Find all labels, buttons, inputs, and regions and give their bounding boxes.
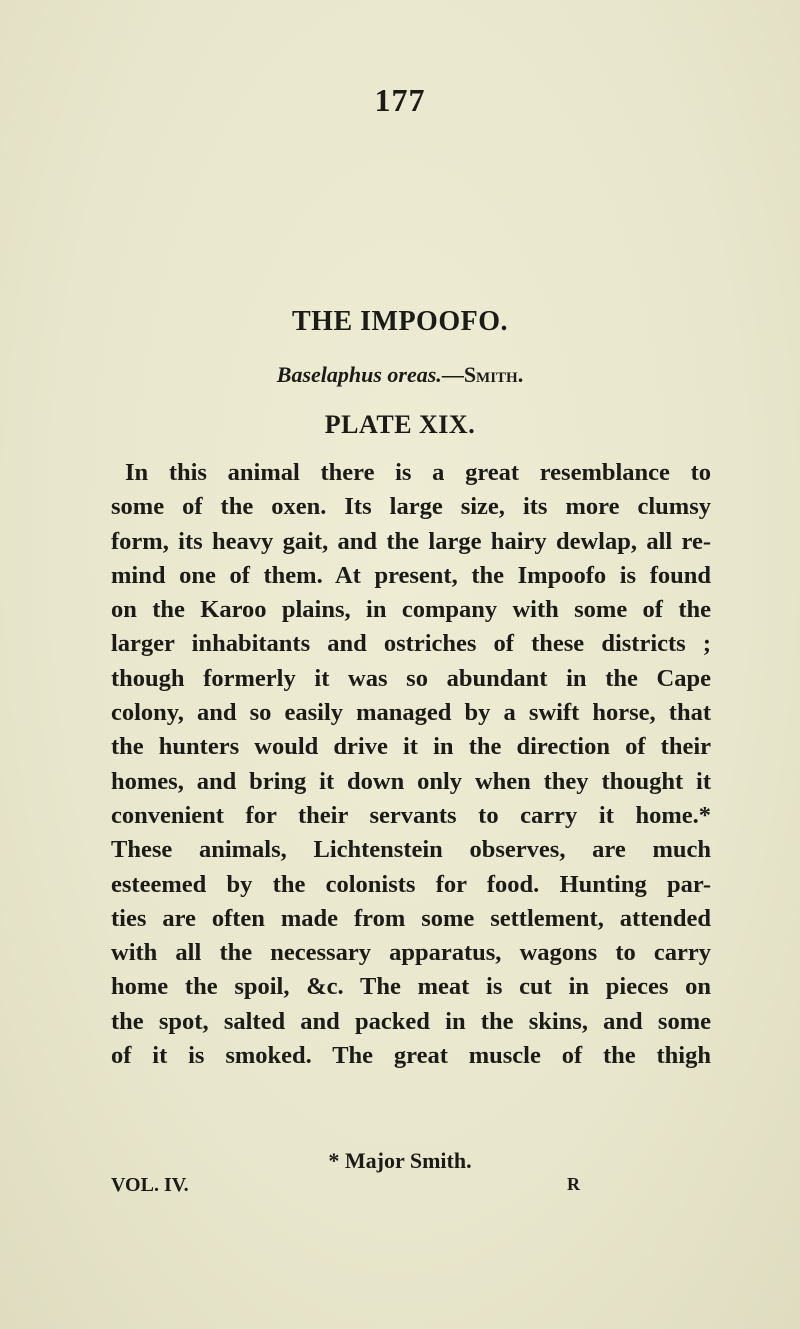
footnote: * Major Smith.	[328, 1148, 472, 1173]
species-name: Baselaphus oreas.	[276, 362, 442, 387]
text-line: In this animal there is a great resemblance to	[125, 459, 711, 486]
gathering-signature: R	[567, 1174, 580, 1194]
body-paragraph	[111, 456, 711, 1073]
plate-label: PLATE XIX.	[324, 410, 476, 439]
volume-signature: VOL. IV.	[111, 1174, 189, 1196]
text-line: though formerly it was so abundant in the Cape	[111, 664, 711, 692]
text-line: on the Karoo plains, in company with some of the	[111, 596, 711, 624]
text-line: home the spoil, &c. The meat is cut in pieces on	[111, 973, 711, 1001]
text-line: ties are often made from some settlement, attended	[111, 904, 711, 932]
article-title: THE IMPOOFO.	[292, 306, 508, 337]
text-line: esteemed by the colonists for food. Hunting par-	[111, 870, 711, 898]
text-line: some of the oxen. Its large size, its more clumsy	[111, 493, 711, 521]
species-subtitle	[0, 362, 800, 388]
text-line: the spot, salted and packed in the skins, and some	[111, 1007, 711, 1035]
text-line: homes, and bring it down only when they thought it	[111, 767, 711, 795]
text-line: convenient for their servants to carry it home.*	[111, 801, 711, 829]
text-line: larger inhabitants and ostriches of these districts ;	[111, 630, 711, 658]
text-line: colony, and so easily managed by a swift horse, that	[111, 699, 711, 727]
text-line: mind one of them. At present, the Impoofo is found	[111, 561, 711, 589]
text-line: form, its heavy gait, and the large hairy dewlap, all re-	[111, 527, 711, 555]
text-line: of it is smoked. The great muscle of the thigh	[111, 1042, 711, 1070]
page-number: 177	[374, 82, 426, 118]
text-line: with all the necessary apparatus, wagons to carry	[111, 939, 711, 967]
species-author: —Smith.	[441, 362, 524, 387]
text-line: the hunters would drive it in the direction of their	[111, 733, 711, 761]
text-line: These animals, Lichtenstein observes, are much	[111, 836, 711, 864]
